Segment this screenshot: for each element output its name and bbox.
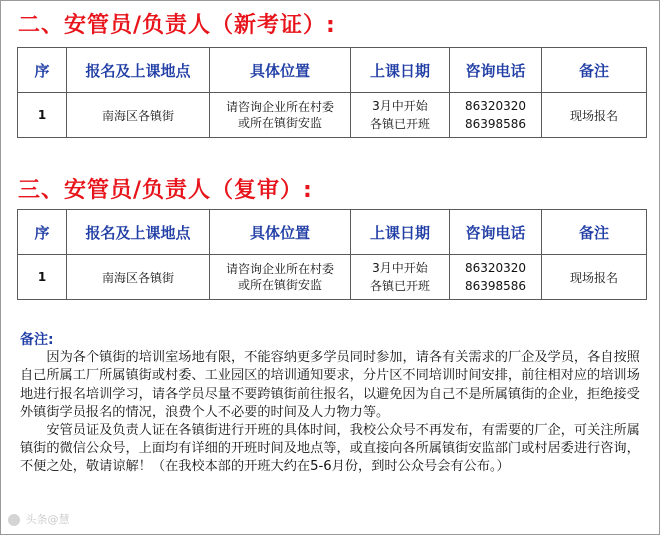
table-row [18,93,647,138]
cell-phone [450,255,542,300]
cell-remark: 现场报名 [542,255,647,300]
cell-location: 南海区各镇街 [67,255,210,300]
cell-date [351,255,450,300]
table-row [18,255,647,300]
cell-date [351,93,450,138]
notes-paragraph: 因为各个镇街的培训室场地有限，不能容纳更多学员同时参加，请各有关需求的厂企及学员，各自按照自己所属工厂所属镇街或村委、工业园区的培训通知要求，分片区不同培训时间安排，前往相对应的培训场地进行报名培训学习，请各学员尽量不要跨镇街前往报名，以避免因为自己不是所属镇街的企业，拒绝接受外镇街学员报名的情况，浪费个人不必要的时间及人力物力等。 [20,350,640,420]
cell-detail [210,255,351,300]
cell-seq: 1 [18,93,67,138]
table-header-row [18,48,647,93]
header-seq: 序 [18,48,67,93]
header-date: 上课日期 [351,210,450,255]
cell-phone [450,93,542,138]
header-remark: 备注 [542,48,647,93]
watermark-text: 头条@慧 [25,513,70,526]
phone-number: 86398586 [464,279,527,293]
phone-number: 86398586 [464,117,527,131]
cell-location: 南海区各镇街 [67,93,210,138]
header-location: 报名及上课地点 [67,210,210,255]
section3-title: 三、安管员/负责人（复审）: [18,178,313,203]
notes-paragraph: 安管员证及负责人证在各镇街进行开班的具体时间，我校公众号不再发布，有需要的厂企，可关注所属镇街的微信公众号，上面均有详细的开班时间及地点等，或直接向各所属镇街安监部门或村居委进行咨询，不便之处，敬请谅解！（在我校本部的开班大约在5-6月份，到时公众号会有公布。） [20,423,640,475]
section3-table [17,209,647,300]
cell-remark: 现场报名 [542,93,647,138]
header-detail: 具体位置 [210,48,351,93]
cell-detail [210,93,351,138]
header-seq: 序 [18,210,67,255]
detail-line: 请咨询企业所在村委 [225,100,334,114]
section2-table [17,47,647,138]
header-location: 报名及上课地点 [67,48,210,93]
detail-line: 请咨询企业所在村委 [225,262,334,276]
header-date: 上课日期 [351,48,450,93]
detail-line: 或所在镇街安监 [237,116,322,130]
phone-number: 86320320 [464,261,527,275]
watermark-logo-icon [8,514,20,526]
phone-number: 86320320 [464,99,527,113]
detail-line: 或所在镇街安监 [237,278,322,292]
section2-title: 二、安管员/负责人（新考证）: [18,13,336,38]
header-phone: 咨询电话 [450,48,542,93]
watermark [8,511,70,527]
notes-label: 备注: [20,332,54,348]
cell-seq: 1 [18,255,67,300]
header-detail: 具体位置 [210,210,351,255]
date-line: 3月中开始 [372,99,428,113]
header-phone: 咨询电话 [450,210,542,255]
notes-block [20,331,646,477]
date-line: 各镇已开班 [369,117,430,131]
table-header-row [18,210,647,255]
header-remark: 备注 [542,210,647,255]
date-line: 各镇已开班 [369,279,430,293]
date-line: 3月中开始 [372,261,428,275]
